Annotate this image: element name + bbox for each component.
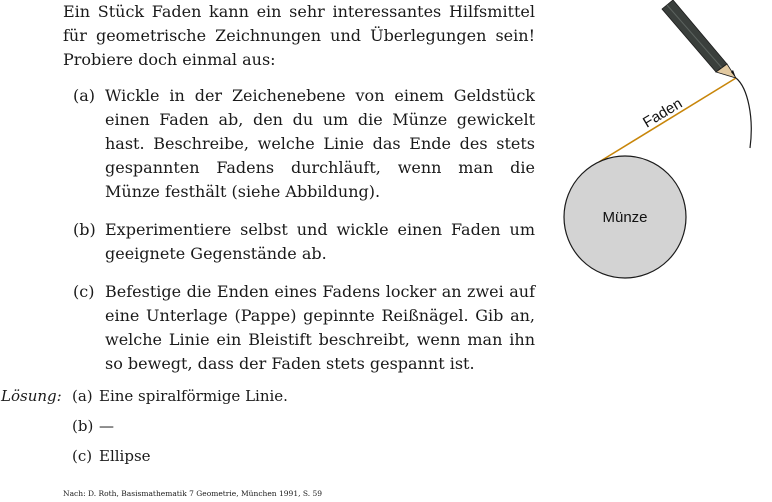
coin-label: Münze — [602, 209, 648, 226]
task-list — [73, 84, 535, 390]
solution-item-label: (b) — [72, 417, 94, 435]
solution-item-label: (c) — [72, 447, 93, 465]
solution-label: Lösung: — [1, 387, 62, 405]
solution-item-text: — — [99, 417, 114, 435]
figure-svg — [560, 0, 772, 285]
intro-paragraph: Ein Stück Faden kann ein sehr interessantes Hilfsmittel für geometrische Zeichnungen und Überlegungen sein! Probiere doch einmal aus: — [63, 2, 535, 69]
pencil-icon — [662, 0, 736, 78]
task-label: (b) — [73, 220, 96, 239]
solution-item-a — [72, 385, 288, 407]
task-text: Befestige die Enden eines Fadens locker an zwei auf eine Unterlage (Pappe) gepinnte Reißnägel. Gib an, welche Linie ein Bleistift beschreibt, wenn man ihn so bewegt, dass der Faden stets gespannt ist. — [105, 282, 535, 373]
solution-item-label: (a) — [72, 387, 93, 405]
task-label: (a) — [73, 86, 96, 105]
solution-list — [72, 385, 288, 475]
solution-item-b — [72, 415, 288, 437]
task-item-c — [73, 280, 535, 376]
solution-item-text: Eine spiralförmige Linie. — [99, 387, 288, 405]
task-item-a — [73, 84, 535, 204]
task-text: Wickle in der Zeichenebene von einem Geldstück einen Faden ab, den du um die Münze gewickelt hast. Beschreibe, welche Linie das Ende des stets gespannten Fadens durchläuft, wenn man die Münze festhält (siehe Abbildung). — [105, 86, 535, 201]
involute-curve — [736, 78, 751, 148]
task-text: Experimentiere selbst und wickle einen Faden um geeignete Gegenstände ab. — [105, 220, 535, 263]
solution-item-text: Ellipse — [99, 447, 151, 465]
coin-thread-figure — [560, 0, 772, 285]
task-item-b — [73, 218, 535, 266]
thread-label: Faden — [640, 94, 686, 132]
task-label: (c) — [73, 282, 95, 301]
source-citation: Nach: D. Roth, Basismathematik 7 Geometrie, München 1991, S. 59 — [63, 489, 323, 498]
solution-item-c — [72, 445, 288, 467]
